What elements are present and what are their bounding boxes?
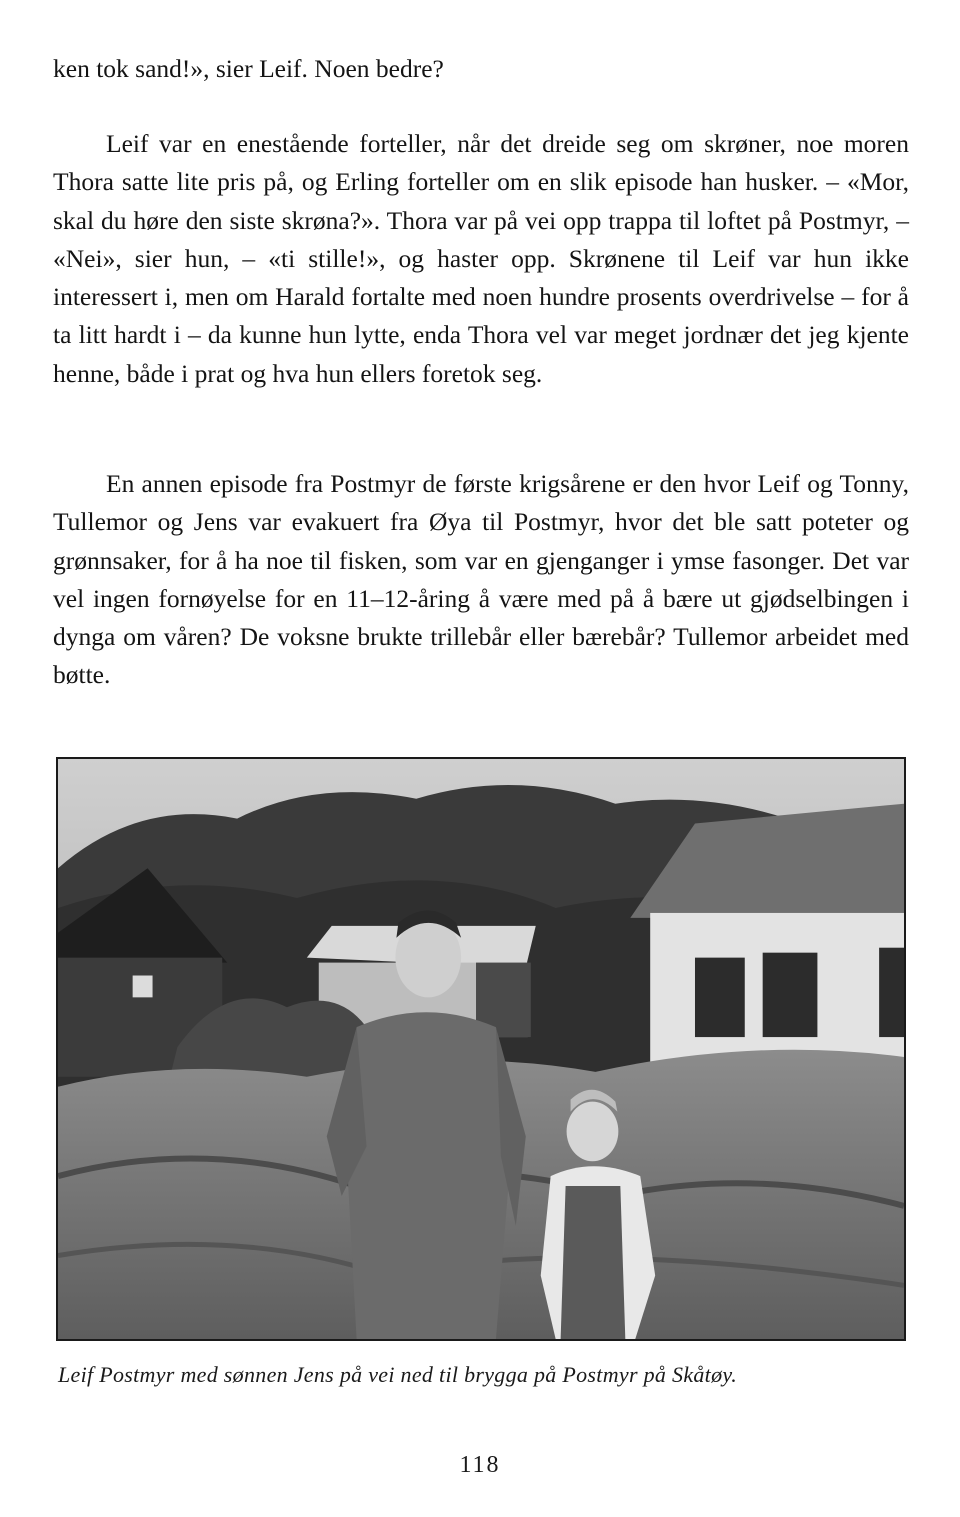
photo-illustration (58, 759, 904, 1339)
photo-caption: Leif Postmyr med sønnen Jens på vei ned til brygga på Postmyr på Skåtøy. (58, 1362, 738, 1387)
opening-line-text: ken tok sand!», sier Leif. Noen bedre? (53, 54, 444, 83)
photograph (56, 757, 906, 1341)
paragraph-1 (53, 125, 909, 393)
opening-line (53, 50, 909, 88)
page-number: 118 (459, 1452, 501, 1478)
paragraph-2-text: En annen episode fra Postmyr de første krigsårene er den hvor Leif og Tonny, Tullemor og Jens var evakuert fra Øya til Postmyr, hvor det ble satt poteter og grønnsaker, for å ha noe til fisken, som var en gjenganger i ymse fasonger. Det var vel ingen fornøyelse for en 11–12-åring å være med på å bære ut gjødselbingen i dynga om våren? De voksne brukte trillebår eller bærebår? Tullemor arbeidet med bøtte. (53, 469, 909, 690)
paragraph-1-text: Leif var en enestående forteller, når det dreide seg om skrøner, noe moren Thora satte lite pris på, og Erling forteller om en slik episode han husker. – «Mor, skal du høre den siste skrøna?». Thora var på vei opp trappa til loftet på Postmyr, – «Nei», sier hun, – «ti stille!», og haster opp. Skrønene til Leif var hun ikke interessert i, men om Harald fortalte med noen hundre prosents overdrivelse – for å ta litt hardt i – da kunne hun lytte, enda Thora vel var meget jordnær det jeg kjente henne, både i prat og hva hun ellers foretok seg. (53, 129, 909, 388)
paragraph-2 (53, 465, 909, 695)
